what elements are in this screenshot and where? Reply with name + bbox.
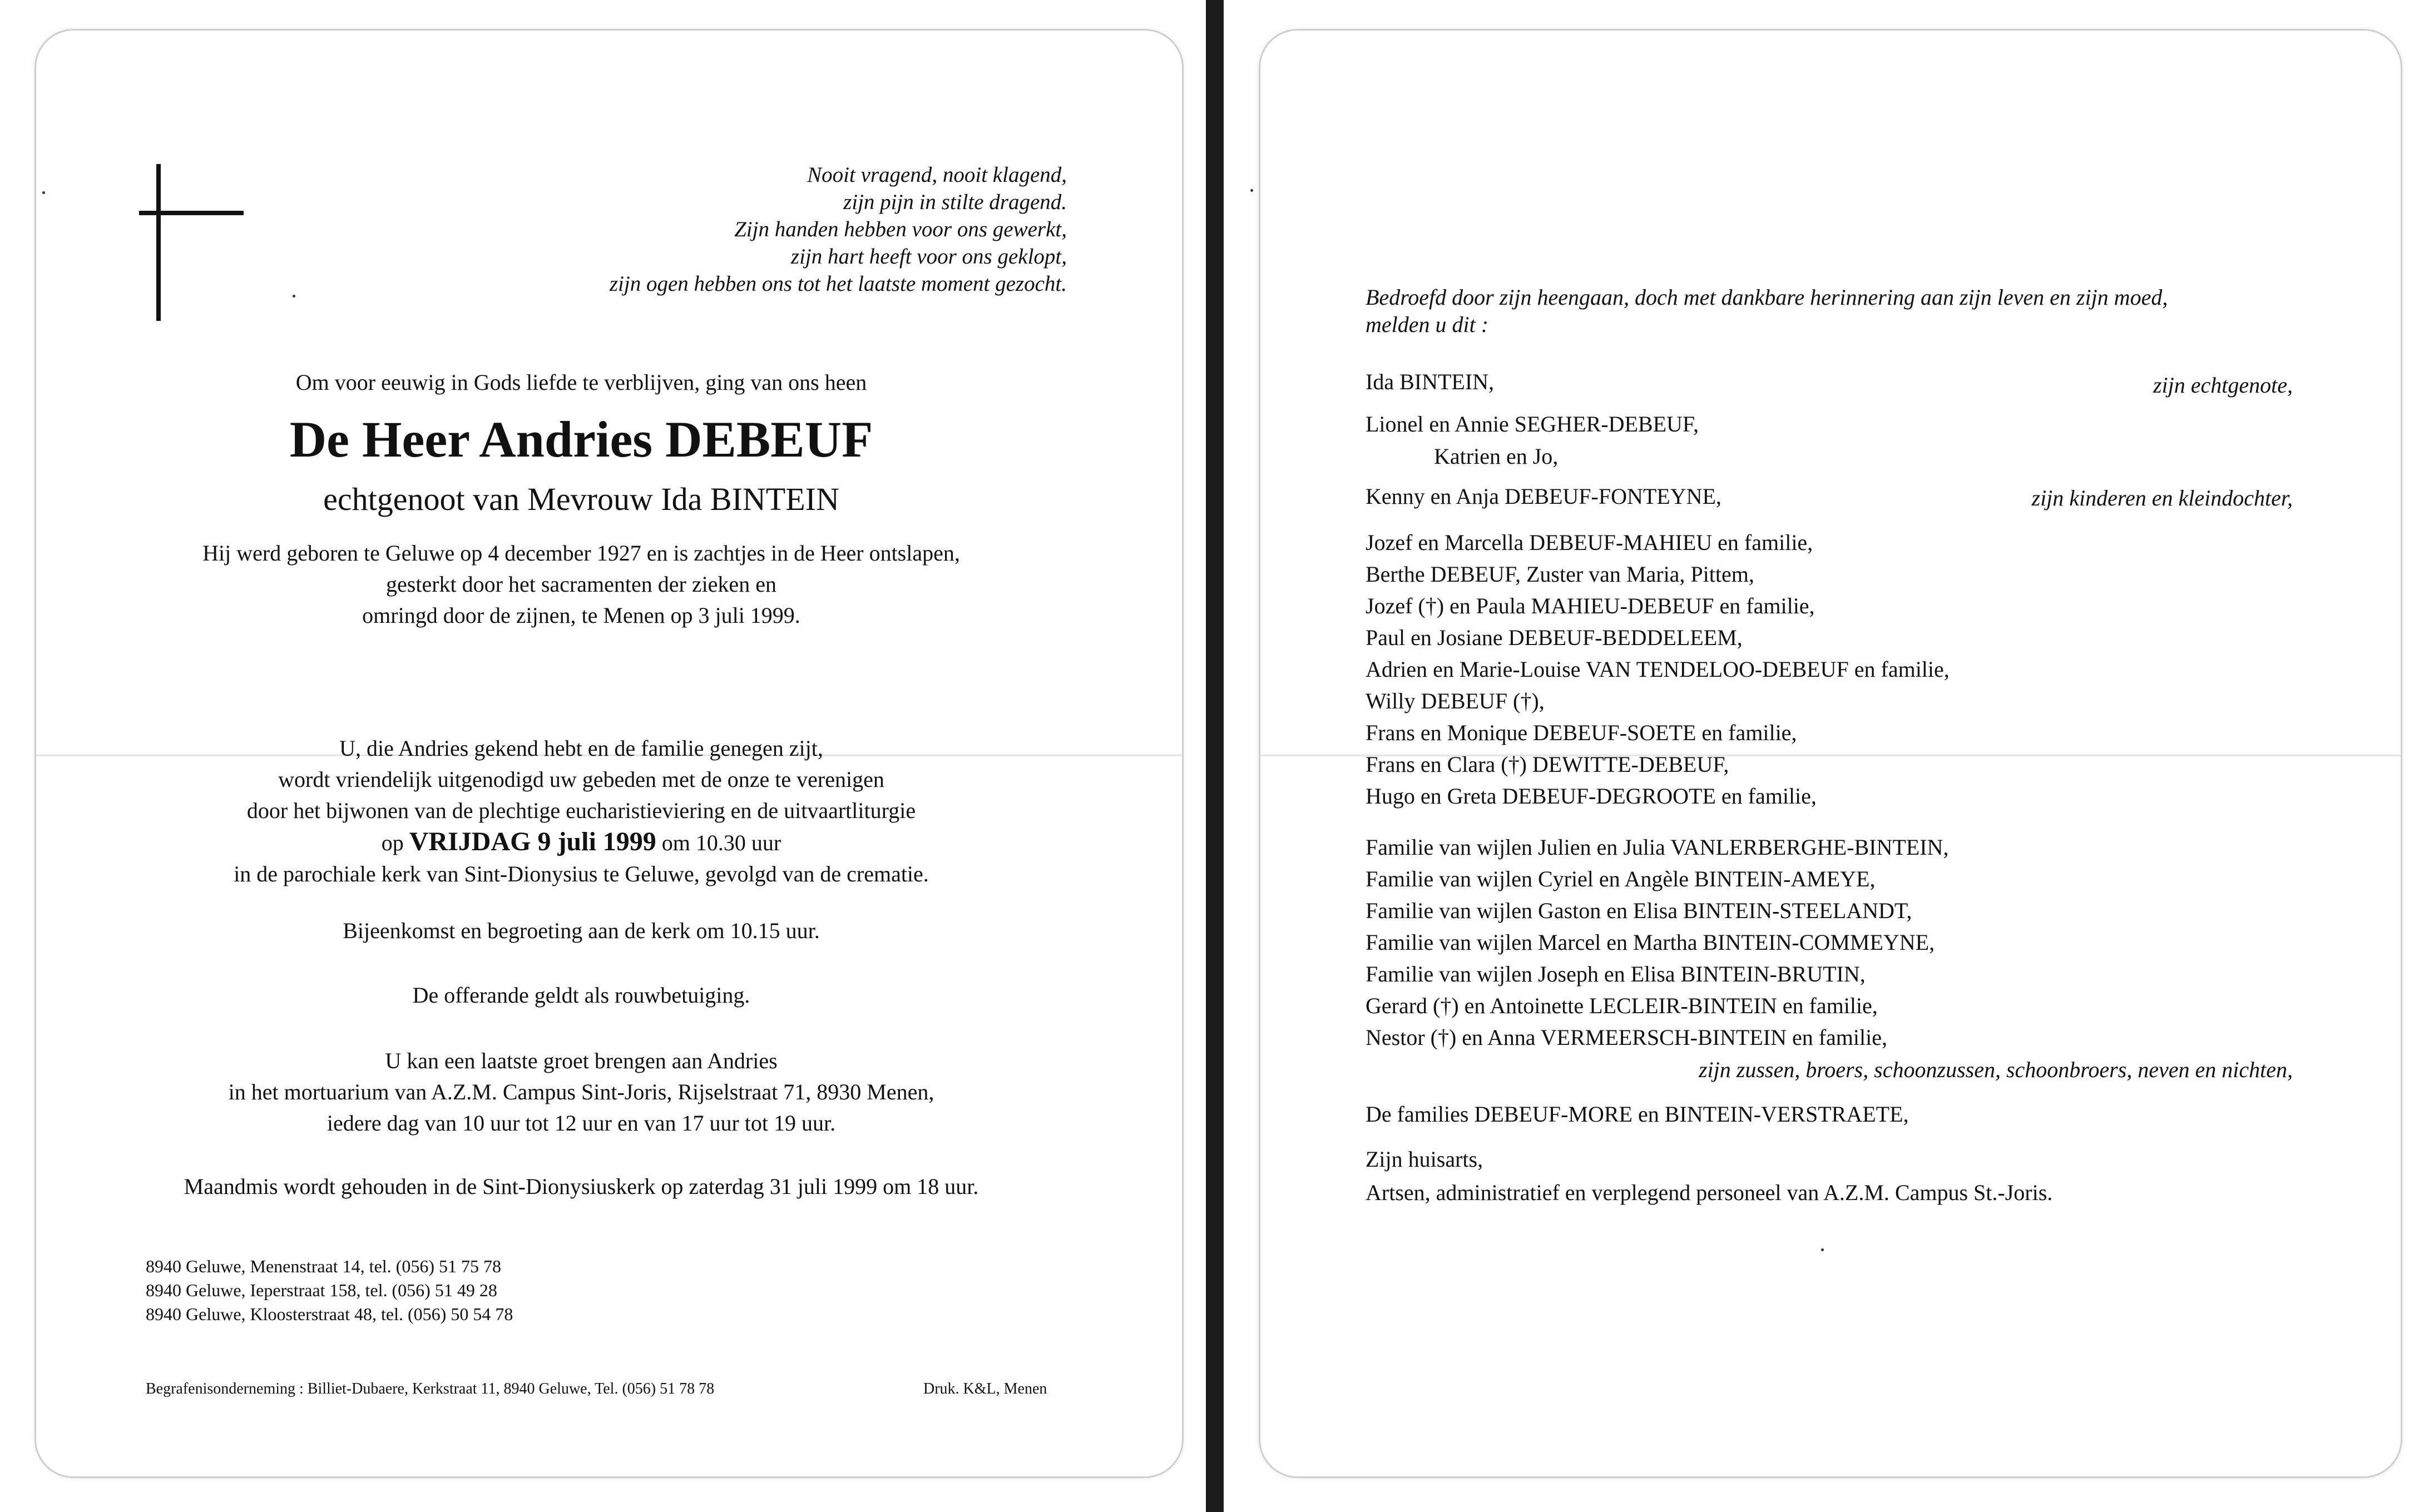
- spouse-line: echtgenoot van Mevrouw Ida BINTEIN: [323, 481, 839, 517]
- announcement: Bedroefd door zijn heengaan, doch met dankbare herinnering aan zijn leven en zijn moed, melden u dit :: [1366, 285, 2168, 337]
- list-item: Frans en Monique DEBEUF-SOETE en familie,: [1366, 720, 1797, 745]
- cross-icon: [156, 164, 161, 321]
- intro-line: Om voor eeuwig in Gods liefde te verblijven, ging van ons heen: [295, 370, 867, 395]
- families-line: De families DEBEUF-MORE en BINTEIN-VERSTRAETE,: [1366, 1102, 1909, 1127]
- list-item: Jozef en Marcella DEBEUF-MAHIEU en familie,: [1366, 530, 1813, 555]
- list-item: Jozef (†) en Paula MAHIEU-DEBEUF en familie,: [1366, 593, 1815, 618]
- birth-text: Hij werd geboren te Geluwe op 4 december 1927 en is zachtjes in de Heer ontslapen, gesterkt door het sacramenten der zieken en omringd door de zijnen, te Menen op 3 juli 1999.: [202, 541, 960, 628]
- list-item: Familie van wijlen Cyriel en Angèle BINTEIN-AMEYE,: [1366, 866, 1876, 891]
- list-item: Gerard (†) en Antoinette LECLEIR-BINTEIN en familie,: [1366, 993, 1878, 1018]
- address-list: 8940 Geluwe, Menenstraat 14, tel. (056) 51 75 78 8940 Geluwe, Ieperstraat 158, tel. (056) 51 49 28 8940 Geluwe, Kloosterstraat 48, tel. (056) 50 54 78: [146, 1256, 513, 1324]
- child-2: Kenny en Anja DEBEUF-FONTEYNE,: [1366, 484, 1722, 509]
- doctor-line: Zijn huisarts,: [1366, 1147, 1483, 1172]
- child-1: Lionel en Annie SEGHER-DEBEUF,: [1366, 412, 1699, 437]
- speck: [1821, 1248, 1824, 1251]
- deceased-name: De Heer Andries DEBEUF: [289, 411, 873, 468]
- siblings-list: [1366, 527, 1950, 812]
- list-item: Nestor (†) en Anna VERMEERSCH-BINTEIN en familie,: [1366, 1025, 1887, 1050]
- inlaws-role: zijn zussen, broers, schoonzussen, schoonbroers, neven en nichten,: [1698, 1057, 2293, 1082]
- wife-role: zijn echtgenote,: [2153, 373, 2293, 398]
- list-item: Adrien en Marie-Louise VAN TENDELOO-DEBEUF en familie,: [1366, 657, 1950, 682]
- month-mass: Maandmis wordt gehouden in de Sint-Dionysiuskerk op zaterdag 31 juli 1999 om 18 uur.: [184, 1174, 979, 1199]
- mortuary-info: U kan een laatste groet brengen aan Andries in het mortuarium van A.Z.M. Campus Sint-Joris, Rijselstraat 71, 8930 Menen, iedere dag van 10 uur tot 12 uur en van 17 uur tot 19 uur.: [228, 1048, 934, 1136]
- list-item: Familie van wijlen Gaston en Elisa BINTEIN-STEELANDT,: [1366, 898, 1912, 923]
- funeral-home: Begrafenisonderneming : Billiet-Dubaere, Kerkstraat 11, 8940 Geluwe, Tel. (056) 51 78 78: [146, 1380, 715, 1397]
- list-item: Familie van wijlen Julien en Julia VANLERBERGHE-BINTEIN,: [1366, 835, 1949, 860]
- speck: [1250, 189, 1253, 192]
- wife-name: Ida BINTEIN,: [1366, 369, 1495, 394]
- cross-icon-bar: [139, 211, 244, 215]
- list-item: Hugo en Greta DEBEUF-DEGROOTE en familie,: [1366, 784, 1817, 809]
- list-item: Familie van wijlen Joseph en Elisa BINTEIN-BRUTIN,: [1366, 961, 1866, 986]
- staff-line: Artsen, administratief en verplegend personeel van A.Z.M. Campus St.-Joris.: [1366, 1180, 2053, 1205]
- speck: [293, 295, 295, 298]
- list-item: Paul en Josiane DEBEUF-BEDDELEEM,: [1366, 625, 1743, 650]
- list-item: Familie van wijlen Marcel en Martha BINTEIN-COMMEYNE,: [1366, 930, 1935, 955]
- gathering-line: Bijeenkomst en begroeting aan de kerk om 10.15 uur.: [343, 918, 820, 943]
- funeral-date: op VRIJDAG 9 juli 1999 om 10.30 uur: [381, 827, 781, 856]
- list-item: Berthe DEBEUF, Zuster van Maria, Pittem,: [1366, 562, 1754, 587]
- speck: [42, 191, 45, 194]
- list-item: Frans en Clara (†) DEWITTE-DEBEUF,: [1366, 752, 1729, 777]
- children-role: zijn kinderen en kleindochter,: [2031, 485, 2293, 510]
- invitation: U, die Andries gekend hebt en de familie genegen zijt, wordt vriendelijk uitgenodigd uw gebeden met de onze te verenigen door het bijwonen van de plechtige eucharistieviering en de uitvaartliturgie op VRIJDAG 9 juli 1999 om 10.30 uur in de parochiale kerk van Sint-Dionysius te Geluwe, gevolgd van de crematie.: [50, 733, 1112, 890]
- grandchildren: Katrien en Jo,: [1434, 444, 1559, 469]
- list-item: Willy DEBEUF (†),: [1366, 688, 1545, 713]
- offering-line: De offerande geldt als rouwbetuiging.: [412, 983, 750, 1008]
- inlaws-list: [1366, 831, 1948, 1053]
- printer: Druk. K&L, Menen: [923, 1380, 1047, 1397]
- poem: Nooit vragend, nooit klagend, zijn pijn in stilte dragend. Zijn handen hebben voor ons gewerkt, zijn hart heeft voor ons geklopt, zijn ogen hebben ons tot het laatste moment gezocht.: [609, 163, 1067, 296]
